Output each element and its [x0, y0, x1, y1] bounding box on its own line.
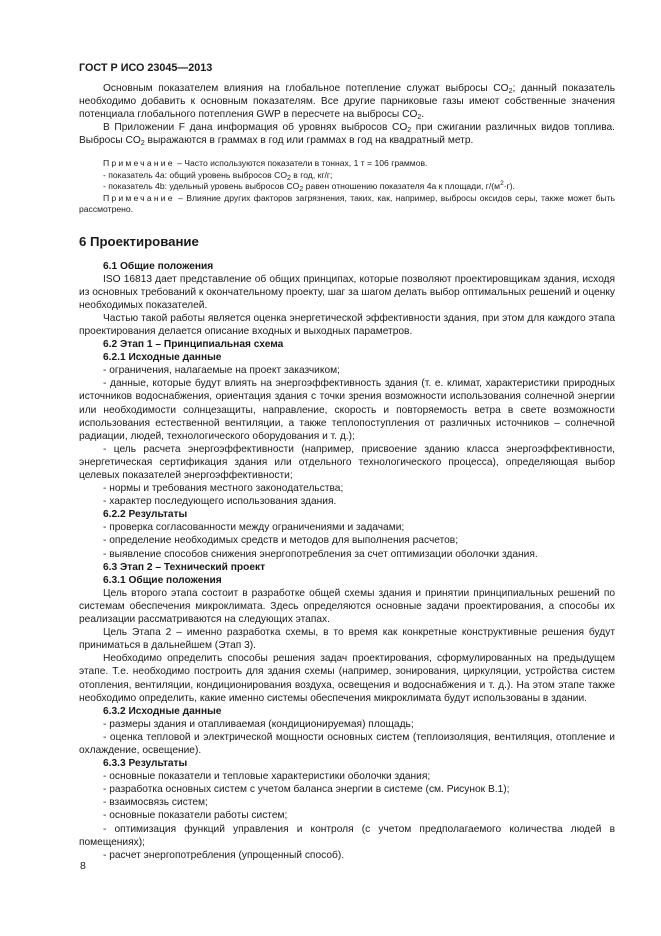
text-run: ; данный показатель необходимо добавить к основным показателям. Все другие парниковые газы имеют собственные значения потенциала глобального потепления GWP в пересчете на выбросы CO — [79, 83, 615, 121]
list-item: - выявление способов снижения энергопотребления за счет оптимизации оболочки здания. — [103, 548, 538, 560]
note-4 — [79, 193, 615, 216]
list-item: - нормы и требования местного законодательства; — [103, 483, 344, 495]
section-6-3-1-paragraph-3: Необходимо определить способы решения задач проектирования, сформулированных на предыдущем этапе. Т.е. необходимо построить для здания схемы (например, зонирования, циркуляции, устройства систем отопления, вентиляции, кондиционирования воздуха, освещения и водоснабжения и т. д.). На этом этапе также необходимо определить, какие именно системы обеспечения микроклимата будут использованы в здании. — [79, 653, 615, 704]
note-text: – Часто используются показатели в тоннах, 1 т = 106 граммов. — [174, 158, 428, 169]
subscript: 2 — [299, 186, 304, 194]
note-text: в год, кг/г; — [290, 169, 333, 180]
section-6-3-1-title: 6.3.1 Общие положения — [103, 574, 222, 586]
text-run: В Приложении F дана информация об уровнях выбросов CO — [103, 122, 408, 134]
subscript: 2 — [287, 174, 291, 182]
page-number: 8 — [80, 860, 86, 872]
note-label: Примечание — [103, 158, 175, 169]
section-6-3-3-title: 6.3.3 Результаты — [103, 758, 188, 770]
intro-paragraph-2 — [79, 121, 615, 147]
section-6-2-1-title: 6.2.1 Исходные данные — [103, 352, 222, 364]
document-page — [79, 62, 615, 862]
note-text: равен отношению показателя 4a к площади, г/(м — [303, 181, 501, 192]
subscript: 2 — [407, 127, 412, 135]
note-label: Примечание — [103, 192, 175, 203]
list-item: - разработка основных систем с учетом баланса энергии в системе (см. Рисунок В.1); — [103, 784, 510, 796]
subscript: 2 — [508, 88, 513, 95]
section-6-3-title: 6.3 Этап 2 – Технический проект — [103, 561, 266, 573]
text-run: . — [421, 109, 425, 121]
section-6-2-2-title: 6.2.2 Результаты — [103, 509, 188, 521]
note-text: - показатель 4b: удельный уровень выбросов CO — [103, 181, 300, 192]
intro-paragraph-1 — [79, 82, 615, 121]
note-2 — [79, 170, 615, 181]
section-6-title: 6 Проектирование — [79, 233, 199, 249]
list-item: - ограничения, налагаемые на проект заказчиком; — [103, 365, 340, 377]
superscript: 2 — [500, 180, 504, 188]
note-1 — [79, 158, 615, 169]
list-item: - основные показатели работы систем; — [103, 810, 288, 822]
list-item: - определение необходимых средств и методов для выполнения расчетов; — [103, 535, 459, 547]
list-item: - цель расчета энергоэффективности (например, присвоение зданию класса энергоэффективности, энергетическая сертификация здания или отдельного технологического процесса), определяющая выбор целевых показателей энергоэффективности; — [79, 443, 615, 481]
list-item: - размеры здания и отапливаемая (кондиционируемая) площадь; — [103, 718, 414, 730]
subscript: 2 — [417, 114, 422, 122]
text-run: Основным показателем влияния на глобальное потепление служат выбросы CO — [103, 83, 509, 94]
document-header: ГОСТ Р ИСО 23045—2013 — [79, 62, 213, 74]
list-item: - взаимосвязь систем; — [103, 797, 208, 809]
list-item: - характер последующего использования здания. — [103, 496, 337, 508]
note-text: – Влияние других факторов загрязнения, таких, как, например, выбросы оксидов серы, также может быть рассмотрено. — [79, 192, 615, 215]
section-6-3-2-title: 6.3.2 Исходные данные — [103, 705, 222, 717]
subscript: 2 — [140, 140, 145, 148]
section-6-3-1-paragraph-1: Цель второго этапа состоит в разработке общей схемы здания и принятии принципиальных решений по системам обеспечения микроклимата. Здесь определяются основные задачи проектирования, а способы их реализации рассматриваются на следующих этапах. — [79, 587, 615, 626]
section-6-1-paragraph-1: ISO 16813 дает представление об общих принципах, которые позволяют проектировщикам здания, исходя из основных требований к окончательному проекту, шаг за шагом делать выбор оптимальных решений и оценку необходимых показателей. — [79, 273, 615, 311]
list-item: - оптимизация функций управления и контроля (с учетом предполагаемого количества людей в помещениях); — [79, 823, 615, 848]
text-run: выражаются в граммах в год или граммах в год на квадратный метр. — [144, 135, 474, 147]
list-item: - проверка согласованности между ограничениями и задачами; — [103, 522, 405, 534]
list-item: - расчет энергопотребления (упрощенный способ). — [103, 849, 345, 861]
note-text: ·г). — [503, 181, 515, 192]
section-6-1-paragraph-2: Частью такой работы является оценка энергетической эффективности здания, при этом для каждого этапа проектирования делается описание входных и выходных параметров. — [79, 312, 615, 337]
list-item: - основные показатели и тепловые характеристики оболочки здания; — [103, 771, 431, 783]
section-6-1-title: 6.1 Общие положения — [103, 260, 214, 272]
section-6-3-1-paragraph-2: Цель Этапа 2 – именно разработка схемы, в то время как конкретные конструктивные решения будут приниматься в дальнейшем (Этап 3). — [79, 627, 615, 652]
list-item: - данные, которые будут влиять на энергоэффективность здания (т. е. климат, характеристики природных источников водоснабжения, ориентация здания с точки зрения возможности использования солнечной энергии или необходимости солнцезащиты, направление, скорость и повторяемость ветра в свете возможности использования естественной вентиляции, а также теплопоступления от различных источников – солнечной радиации, людей, технологического оборудования и т. д.); — [79, 378, 615, 442]
note-text: - показатель 4a: общий уровень выбросов CO — [103, 169, 288, 180]
note-3 — [79, 181, 615, 192]
list-item: - оценка тепловой и электрической мощности основных систем (теплоизоляция, вентиляция, отопление и охлаждение, освещение). — [79, 731, 615, 756]
section-6-2-title: 6.2 Этап 1 – Принципиальная схема — [103, 339, 284, 351]
text-run: при сжигании различных видов топлива. Выбросы CO — [79, 122, 616, 147]
